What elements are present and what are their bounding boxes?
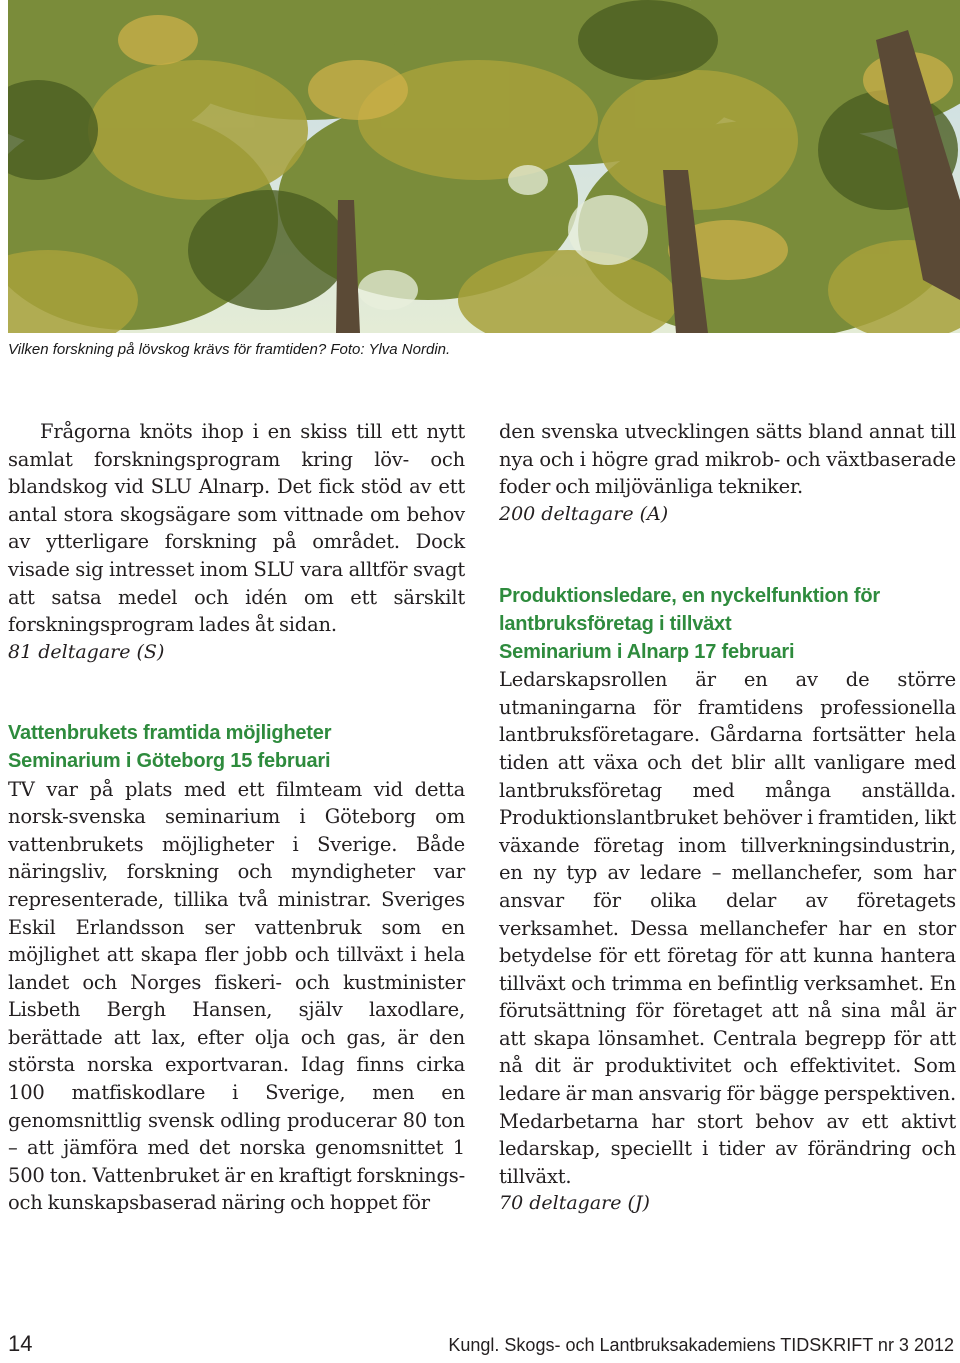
aquaculture-paragraph: TV var på plats med ett filmteam vid detta norsk-svenska seminarium i Göteborg om vattenbrukets möjligheter i Sverige. Både näringsliv, forskning och myndigheter var representerade, tillika två ministrar. Sveriges Eskil Erlandsson ser vattenbruk som en möjlighet att skapa fler jobb och tillväxt i hela landet och Norges fiskeri- och kustminister Lisbeth Bergh Hansen, själv laxodlare, berättade att lax, efter olja och gas, är den största norska exportvaran. Idag finns cirka 100 matfiskodlare i Sverige, men en genomsnittlig svensk odling producerar 80 ton – att jämföra med det norska genomsnittet 1 500 ton. Vattenbruket är en kraftigt forsknings- och kunskapsbaserad näring och hoppet för xyxy=(8,777,465,1215)
page-number: 14 xyxy=(8,1331,33,1356)
left-paragraph-research-program: Frågorna knöts ihop i en skiss till ett nytt samlat forskningsprogram kring löv- och blandskog vid SLU Alnarp. Det fick stöd av ett antal stora skogsägare som vittnade om behov av ytterligare forskning på området. Dock visade sig intresset inom SLU vara alltför svagt att satsa medel och idén om ett särskilt forskningsprogram lades åt sidan. xyxy=(8,420,465,637)
right-paragraph-continuation: den svenska utvecklingen sätts bland annat till nya och i högre grad mikrob- och växtbaserade foder och miljövänliga tekniker. xyxy=(499,420,956,499)
left-attendance-count: 81 deltagare (S) xyxy=(8,640,165,663)
aquaculture-heading: Vattenbrukets framtida möjligheter xyxy=(8,722,332,745)
production-leader-seminar-date: Seminarium i Alnarp 17 februari xyxy=(499,640,795,663)
right-attendance-count-a: 200 deltagare (A) xyxy=(499,502,669,525)
journal-title: Kungl. Skogs- och Lantbruksakademiens TIDSKRIFT nr 3 2012 xyxy=(448,1335,954,1355)
aquaculture-seminar-date: Seminarium i Göteborg 15 februari xyxy=(8,749,331,772)
oak-canopy-photo xyxy=(8,0,960,333)
right-column xyxy=(499,418,956,1218)
right-attendance-count-j: 70 deltagare (J) xyxy=(499,1192,650,1215)
production-leader-paragraph: Ledarskapsrollen är en av de större utmaningarna för framtidens professionella lantbruksföretagare. Gårdarna fortsätter hela tiden att växa och det blir allt vanligare med lantbruksföretag med många anställda. Produktionslantbruket behöver i framtiden, likt växande företag inom tillverkningsindustrin, en ny typ av ledare – mellanchefer, som har ansvar för olika delar av företagets verksamhet. Dessa mellanchefer har en stor betydelse för ett företag för att kunna hantera tillväxt och trimma en befintlig verksamhet. En förutsättning för företaget att nå sina mål är att skapa lönsamhet. Centrala begrepp för att nå dit är produktivitet och effektivitet. Som ledare är man ansvarig för bägge perspektiven. Medarbetarna har stort behov av ett aktivt ledarskap, speciellt i tider av förändring och tillväxt. xyxy=(499,668,956,1188)
left-column xyxy=(8,418,465,1217)
photo-caption: Vilken forskning på lövskog krävs för framtiden? Foto: Ylva Nordin. xyxy=(8,341,451,358)
production-leader-heading: Produktionsledare, en nyckelfunktion för lantbruksföretag i tillväxt xyxy=(499,585,880,635)
